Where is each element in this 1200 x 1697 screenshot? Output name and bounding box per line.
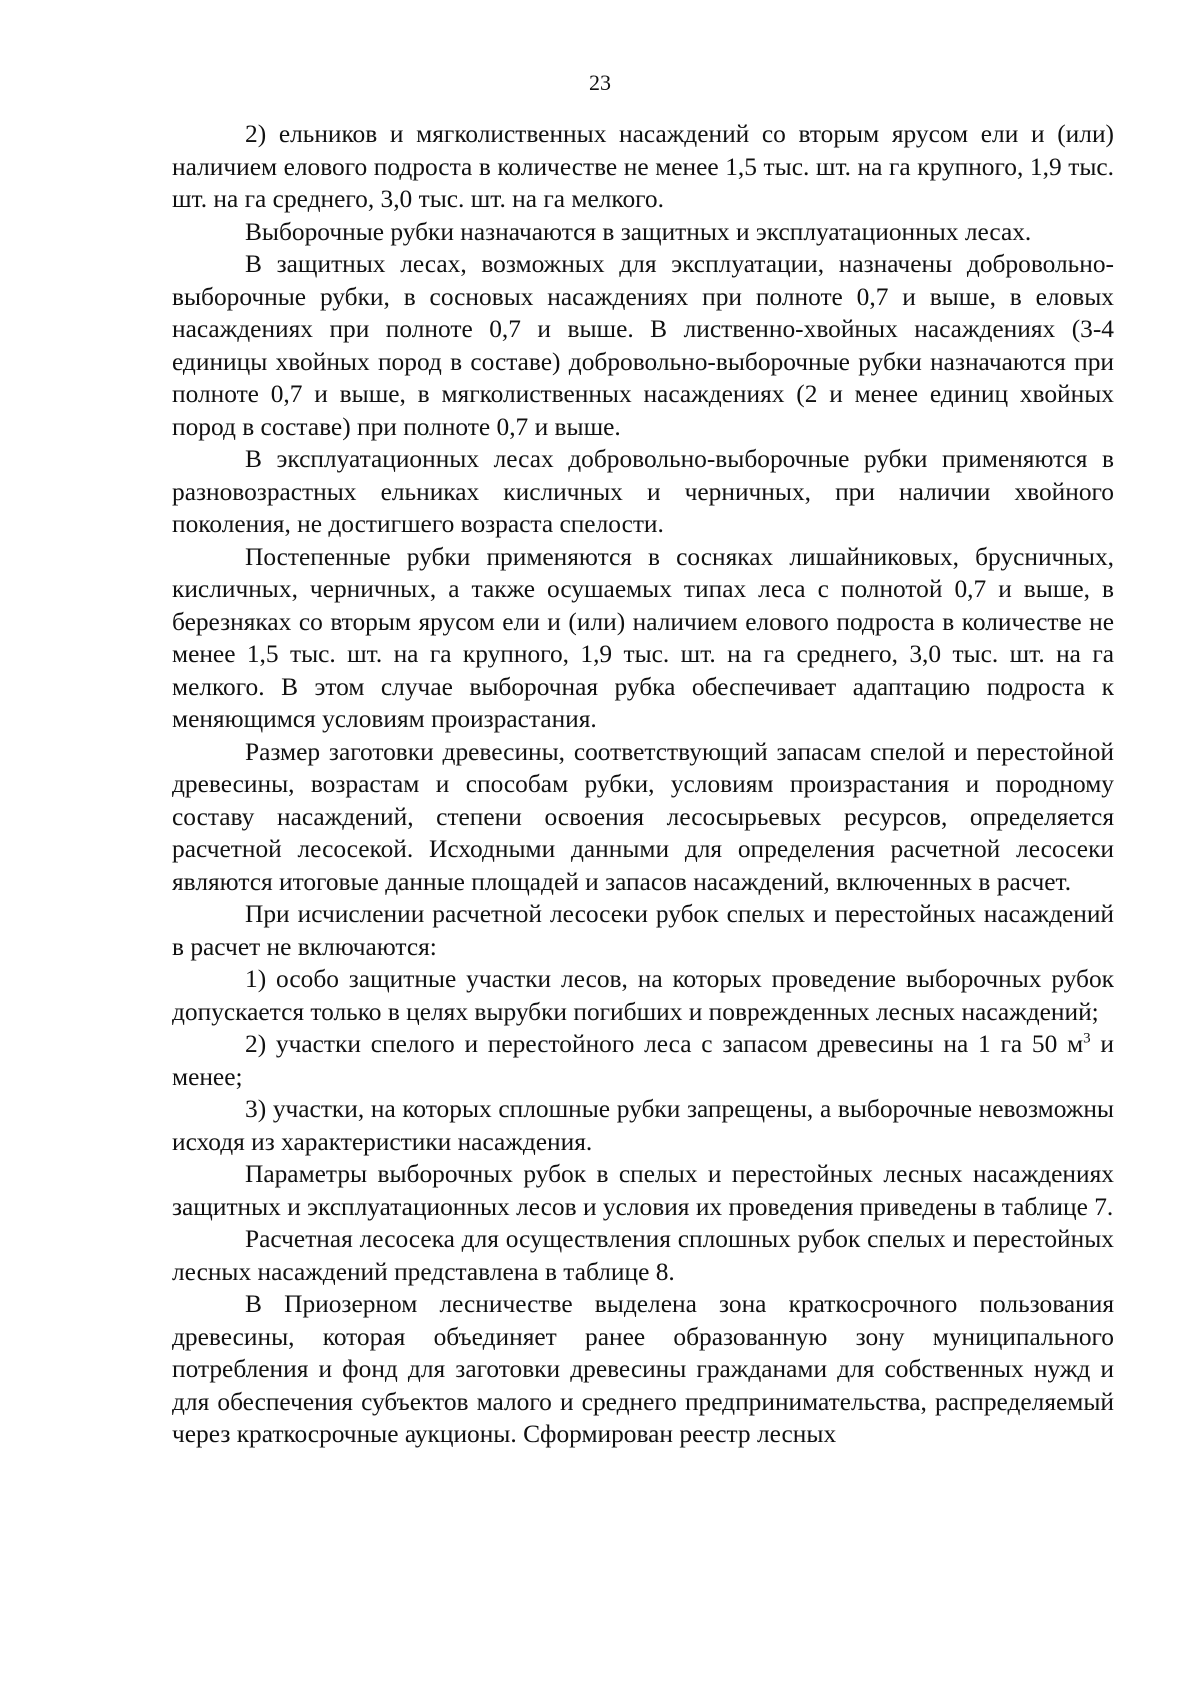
paragraph: В Приозерном лесничестве выделена зона краткосрочного пользования древесины, которая объединяет ранее образованную зону муниципального потребления и фонд для заготовки древесины гражданами для собственных нужд и для обеспечения субъектов малого и среднего предпринимательства, распределяемый через краткосрочные аукционы. Сформирован реестр лесных bbox=[172, 1290, 1114, 1448]
paragraph: Расчетная лесосека для осуществления сплошных рубок спелых и перестойных лесных насаждений представлена в таблице 8. bbox=[172, 1225, 1114, 1286]
paragraph: 2) ельников и мягколиственных насаждений со вторым ярусом ели и (или) наличием елового подроста в количестве не менее 1,5 тыс. шт. на га крупного, 1,9 тыс. шт. на га среднего, 3,0 тыс. шт. на га мелкого. bbox=[172, 120, 1114, 213]
list-item bbox=[172, 1028, 1114, 1093]
document-body bbox=[172, 118, 1114, 1451]
paragraph: Выборочные рубки назначаются в защитных и эксплуатационных лесах. bbox=[245, 217, 1032, 246]
paragraph: В защитных лесах, возможных для эксплуатации, назначены добровольно-выборочные рубки, в сосновых насаждениях при полноте 0,7 и выше, в еловых насаждениях при полноте 0,7 и выше. В лиственно-хвойных насаждениях (3-4 единицы хвойных пород в составе) добровольно-выборочные рубки назначаются при полноте 0,7 и выше, в мягколиственных насаждениях (2 и менее единиц хвойных пород в составе) при полноте 0,7 и выше. bbox=[172, 250, 1114, 441]
paragraph: Постепенные рубки применяются в сосняках лишайниковых, брусничных, кисличных, черничных, а также осушаемых типах леса с полнотой 0,7 и выше, в березняках со вторым ярусом ели и (или) наличием елового подроста в количестве не менее 1,5 тыс. шт. на га крупного, 1,9 тыс. шт. на га среднего, 3,0 тыс. шт. на га мелкого. В этом случае выборочная рубка обеспечивает адаптацию подроста к меняющимся условиям произрастания. bbox=[172, 542, 1114, 733]
list-item: 1) особо защитные участки лесов, на которых проведение выборочных рубок допускается только в целях вырубки погибших и поврежденных лесных насаждений; bbox=[172, 965, 1114, 1026]
list-item-text: 2) участки спелого и перестойного леса с запасом древесины на 1 га 50 м bbox=[245, 1030, 1084, 1058]
list-item-text-end: и менее; bbox=[172, 1030, 1114, 1091]
superscript: 3 bbox=[1083, 1030, 1091, 1047]
page-number: 23 bbox=[589, 70, 611, 95]
paragraph: Параметры выборочных рубок в спелых и перестойных лесных насаждениях защитных и эксплуатационных лесов и условия их проведения приведены в таблице 7. bbox=[172, 1160, 1114, 1221]
list-item: 3) участки, на которых сплошные рубки запрещены, а выборочные невозможны исходя из характеристики насаждения. bbox=[172, 1095, 1114, 1156]
paragraph: При исчислении расчетной лесосеки рубок спелых и перестойных насаждений в расчет не включаются: bbox=[172, 900, 1114, 961]
paragraph: В эксплуатационных лесах добровольно-выборочные рубки применяются в разновозрастных ельниках кисличных и черничных, при наличии хвойного поколения, не достигшего возраста спелости. bbox=[172, 445, 1114, 538]
paragraph: Размер заготовки древесины, соответствующий запасам спелой и перестойной древесины, возрастам и способам рубки, условиям произрастания и породному составу насаждений, степени освоения лесосырьевых ресурсов, определяется расчетной лесосекой. Исходными данными для определения расчетной лесосеки являются итоговые данные площадей и запасов насаждений, включенных в расчет. bbox=[172, 737, 1114, 896]
